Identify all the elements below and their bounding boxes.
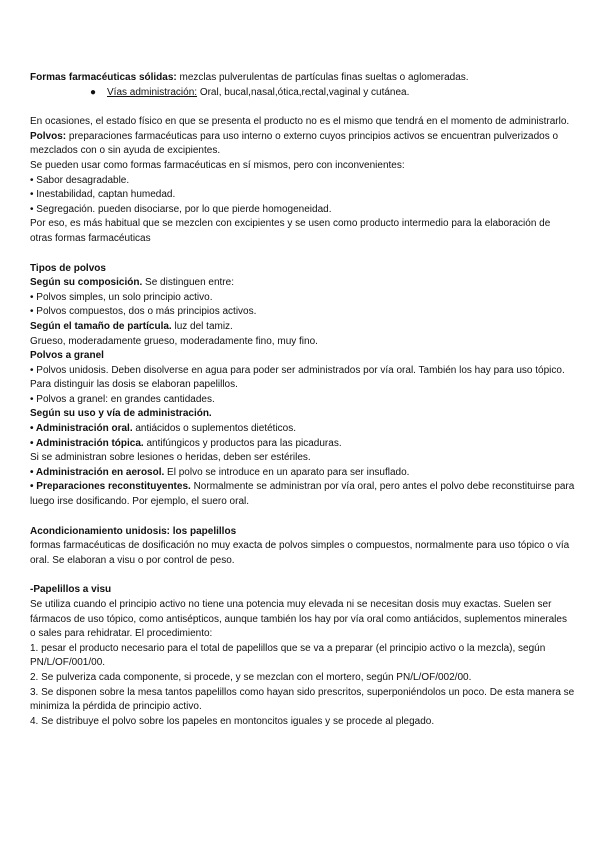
polvos-text: preparaciones farmacéuticas para uso interno o externo cuyos principios activos se encuentran pulverizados o mezclados con o sin ayuda de excipientes. [30,130,559,157]
list-item: • Segregación. pueden disociarse, por lo que pierde homogeneidad. [30,203,332,215]
vias-label: Vías administración: [107,86,198,98]
tipos-heading: Tipos de polvos [30,262,106,274]
tamano-line: Según el tamaño de partícula. luz del tamiz. [30,320,233,332]
topica-line: • Administración tópica. antifúngicos y productos para las picaduras. [30,437,342,449]
list-item: • Inestabilidad, captan humedad. [30,189,176,201]
polvos-definition [30,130,575,159]
bullet-icon: ● [90,86,97,98]
reconstituyentes-line: • Preparaciones reconstituyentes. Normalmente se administran por vía oral, pero antes el polvo debe reconstituirse para luego irse dosificando. Por ejemplo, el suero oral. [30,481,575,508]
granel-heading: Polvos a granel [30,350,104,362]
list-item: • Sabor desagradable. [30,174,130,186]
list-item: 1. pesar el producto necesario para el total de papelillos que se va a preparar (el principio activo o la mezcla), según PN/L/OF/001/00. [30,642,546,669]
composicion-label: Según su composición. [30,277,143,289]
list-item: 2. Se pulveriza cada componente, si procede, y se mezclan con el mortero, según PN/L/OF/002/00. [30,671,472,683]
acondicionamiento-heading: Acondicionamiento unidosis: los papelillos [30,525,237,537]
vias-bullet [30,86,575,101]
acondicionamiento-text: formas farmacéuticas de dosificación no muy exacta de polvos simples o compuestos, normalmente para uso tópico o vía oral. Se elaboran a visu o por control de peso. [30,540,570,566]
list-item: • Polvos simples, un solo principio activo. [30,291,213,303]
list-item: • Polvos unidosis. Deben disolverse en agua para poder ser administrados por vía oral. También los hay para uso tópico. Para distinguir las dosis se elaboran papelillos. [30,364,565,391]
oral-line: • Administración oral. antiácidos o suplementos dietéticos. [30,423,297,435]
polvos-label: Polvos: [30,130,67,142]
list-item: • Polvos compuestos, dos o más principios activos. [30,306,257,318]
topica-note: Si se administran sobre lesiones o heridas, deben ser estériles. [30,452,311,464]
aerosol-line: • Administración en aerosol. El polvo se introduce en un aparato para ser insuflado. [30,466,410,478]
inconvenientes-intro: Se pueden usar como formas farmacéuticas en sí mismos, pero con inconvenientes: [30,159,405,171]
list-item: 4. Se distribuye el polvo sobre los papeles en montoncitos iguales y se procede al plegado. [30,715,435,727]
excipientes-paragraph: Por eso, es más habitual que se mezclen con excipientes y se usen como producto intermedio para la elaboración de otras formas farmacéuticas [30,218,551,244]
intro-title: Formas farmacéuticas sólidas: [30,72,177,83]
document-page [30,71,575,729]
state-paragraph: En ocasiones, el estado físico en que se presenta el producto no es el mismo que tendrá en el momento de administrarlo. [30,116,570,128]
list-item: • Polvos a granel: en grandes cantidades. [30,393,215,405]
composicion-line: Según su composición. Se distinguen entre: [30,277,234,289]
uso-heading: Según su uso y vía de administración. [30,408,212,420]
intro-text: mezclas pulverulentas de partículas finas sueltas o aglomeradas. [176,72,469,83]
list-item: 3. Se disponen sobre la mesa tantos papelillos como hayan sido prescritos, superponiéndolos un poco. De esta manera se minimiza la pérdida de principio activo. [30,686,575,713]
tamano-values: Grueso, moderadamente grueso, moderadamente fino, muy fino. [30,335,318,347]
visu-heading: -Papelillos a visu [30,584,112,596]
intro-paragraph [30,71,575,86]
tamano-label: Según el tamaño de partícula. [30,320,172,332]
visu-paragraph: Se utiliza cuando el principio activo no tiene una potencia muy elevada ni se necesitan dosis muy exactas. Suelen ser fármacos de uso tópico, como antisépticos, aunque también los hay por vía oral como antiácidos, suplementos minerales o sales para rehidratar. El procedimiento: [30,599,567,640]
vias-text: Oral, bucal,nasal,ótica,rectal,vaginal y cutánea. [197,86,410,98]
